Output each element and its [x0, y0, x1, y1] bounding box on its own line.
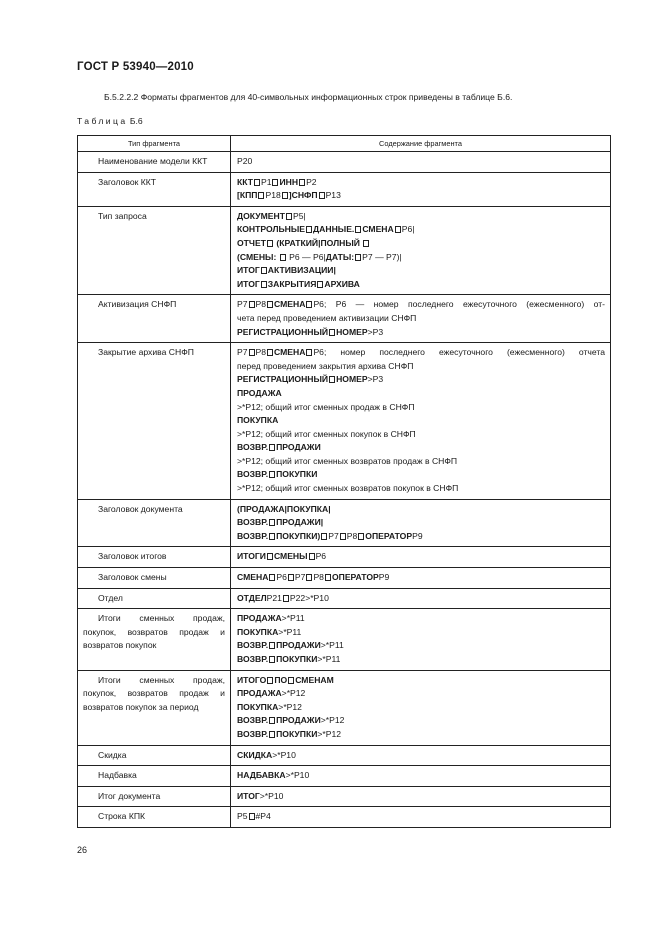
content-line: [237, 592, 605, 606]
fragment-type-cell: Заголовок смены: [78, 568, 231, 589]
space-box-icon: [269, 519, 275, 526]
content-segment: СМЕНА: [274, 347, 306, 358]
fragment-type-cell: Заголовок документа: [78, 499, 231, 547]
table-row: [78, 547, 611, 568]
table-row: [78, 568, 611, 589]
space-box-icon: [269, 731, 275, 738]
table-row: [78, 343, 611, 500]
content-segment: >*P10: [259, 790, 284, 801]
space-box-icon: [355, 254, 361, 261]
fragment-type-cell: Итог документа: [78, 786, 231, 807]
content-segment: (СМЕНЫ:: [237, 251, 279, 262]
space-box-icon: [325, 574, 331, 581]
content-segment: ИТОГ: [237, 790, 260, 801]
space-box-icon: [258, 192, 264, 199]
content-segment: ЗАКРЫТИЯ: [267, 278, 317, 289]
fragment-content-cell: [231, 609, 611, 670]
content-line: [237, 790, 605, 804]
content-line: [237, 312, 605, 326]
content-line: [237, 176, 605, 190]
content-segment: перед проведением закрытия архива СНФП: [237, 360, 414, 371]
space-box-icon: [288, 677, 294, 684]
content-segment: P8: [313, 572, 324, 583]
content-segment: >*P11: [278, 626, 302, 637]
content-segment: ОТДЕЛ: [237, 592, 267, 603]
content-segment: P5: [237, 811, 248, 822]
content-segment: >*P11: [281, 613, 305, 624]
space-box-icon: [306, 574, 312, 581]
content-segment: СМЕНЫ: [273, 551, 308, 562]
table-header-row: [78, 136, 611, 152]
content-line: [237, 387, 605, 401]
space-box-icon: [288, 574, 294, 581]
content-segment: [КПП: [237, 190, 258, 201]
content-line: [237, 550, 605, 564]
content-line: [237, 749, 605, 763]
content-segment: ИТОГ: [237, 265, 260, 276]
content-segment: ДАННЫЕ.: [313, 224, 355, 235]
table-row: [78, 766, 611, 787]
table-row: [78, 786, 611, 807]
content-line: [237, 360, 605, 374]
content-line: [237, 278, 605, 292]
content-segment: P8: [255, 347, 267, 358]
content-segment: ИТОГО: [237, 674, 267, 685]
fragment-type-cell: Итоги сменных продаж, покупок, возвратов продаж и возвратов покупок: [78, 609, 231, 670]
content-line: [237, 251, 605, 265]
fragment-content-cell: [231, 766, 611, 787]
content-line: [237, 530, 605, 544]
space-box-icon: [269, 656, 275, 663]
content-line: [237, 714, 605, 728]
content-segment: P6; P6 — номер последнего ежесуточного (ежесменного) от-: [313, 299, 605, 310]
content-segment: ПРОДАЖА: [237, 688, 282, 699]
content-line: [237, 428, 605, 442]
fragment-type-cell: Тип запроса: [78, 206, 231, 295]
content-segment: >P3: [367, 374, 384, 385]
fragment-type-cell: Наименование модели ККТ: [78, 152, 231, 173]
content-segment: ККТ: [237, 176, 253, 187]
content-segment: ПОКУПКА: [237, 701, 279, 712]
space-box-icon: [261, 267, 267, 274]
table-row: [78, 609, 611, 670]
content-segment: P6|: [401, 224, 415, 235]
space-box-icon: [269, 642, 275, 649]
space-box-icon: [309, 553, 315, 560]
table-row: [78, 499, 611, 547]
content-line: [237, 639, 605, 653]
space-box-icon: [363, 240, 369, 247]
content-line: [237, 155, 605, 169]
space-box-icon: [267, 553, 273, 560]
fragment-type-cell: Закрытие архива СНФП: [78, 343, 231, 500]
content-segment: РЕГИСТРАЦИОННЫЙ: [237, 374, 329, 385]
fragment-type-cell: Скидка: [78, 745, 231, 766]
content-segment: P2: [306, 176, 317, 187]
content-segment: P9: [412, 530, 423, 541]
space-box-icon: [329, 329, 335, 336]
content-segment: ОПЕРАТОР: [331, 572, 379, 583]
content-line: [237, 326, 605, 340]
content-segment: P7: [237, 299, 248, 310]
space-box-icon: [254, 179, 260, 186]
content-segment: P6: [315, 551, 327, 562]
content-line: [237, 264, 605, 278]
content-line: [237, 769, 605, 783]
fragment-content-cell: [231, 588, 611, 609]
fragment-content-cell: [231, 152, 611, 173]
space-box-icon: [282, 192, 288, 199]
space-box-icon: [329, 376, 335, 383]
content-segment: ПРОДАЖА: [237, 387, 282, 398]
content-segment: (КРАТКИЙ|ПОЛНЫЙ: [273, 237, 363, 248]
content-segment: >*P12: [278, 701, 302, 712]
content-segment: >*P12: [281, 688, 306, 699]
content-segment: ПОКУПКА: [237, 415, 279, 426]
content-segment: P8: [346, 530, 358, 541]
table-row: [78, 588, 611, 609]
space-box-icon: [249, 301, 255, 308]
content-segment: КОНТРОЛЬНЫЕ: [237, 224, 306, 235]
content-line: [237, 298, 605, 312]
content-segment: ОПЕРАТОР: [365, 530, 413, 541]
content-segment: СМЕНА: [274, 299, 306, 310]
table-row: [78, 152, 611, 173]
table-caption-number: Б.6: [129, 116, 143, 126]
fragment-content-cell: [231, 343, 611, 500]
space-box-icon: [319, 192, 325, 199]
fragment-content-cell: [231, 670, 611, 745]
fragment-formats-table: [77, 135, 611, 828]
content-line: [237, 612, 605, 626]
content-segment: ДАТЫ:: [325, 251, 355, 262]
document-header: ГОСТ Р 53940—2010: [77, 61, 194, 73]
content-line: [237, 401, 605, 415]
page-number: 26: [77, 845, 88, 855]
content-segment: ВОЗВР.: [237, 442, 269, 453]
content-segment: ПРОДАЖИ: [276, 640, 321, 651]
content-line: [237, 414, 605, 428]
content-segment: >*P11: [317, 654, 341, 664]
content-segment: (ПРОДАЖА|ПОКУПКА|: [237, 503, 331, 514]
content-segment: P7: [328, 530, 339, 541]
content-segment: ПОКУПКА: [237, 626, 279, 637]
content-segment: ИНН: [279, 176, 299, 187]
content-line: [237, 728, 605, 742]
content-segment: >*P12: [320, 715, 345, 726]
content-segment: >P3: [367, 326, 384, 337]
intro-paragraph: Б.5.2.2.2 Форматы фрагментов для 40-символьных информационных строк приведены в таблице Б.6.: [104, 92, 513, 102]
space-box-icon: [267, 677, 273, 684]
space-box-icon: [395, 226, 401, 233]
content-line: [237, 223, 605, 237]
content-segment: ВОЗВР.: [237, 640, 269, 651]
space-box-icon: [272, 179, 278, 186]
content-line: [237, 810, 605, 824]
fragment-content-cell: [231, 295, 611, 343]
space-box-icon: [267, 301, 273, 308]
content-segment: P22>*P10: [289, 592, 329, 603]
content-segment: АКТИВИЗАЦИИ|: [267, 265, 336, 276]
space-box-icon: [269, 444, 275, 451]
content-segment: ДОКУМЕНТ: [237, 210, 285, 221]
content-segment: P5|: [292, 210, 306, 221]
content-segment: НАДБАВКА: [237, 770, 286, 781]
content-segment: P9: [378, 572, 390, 583]
space-box-icon: [299, 179, 305, 186]
content-segment: АРХИВА: [324, 278, 360, 289]
table-body: [78, 152, 611, 828]
content-segment: P18: [265, 190, 281, 201]
content-segment: #P4: [255, 811, 271, 822]
content-segment: ВОЗВР.: [237, 469, 269, 480]
content-segment: P7 — P7)|: [362, 251, 402, 262]
fragment-content-cell: [231, 499, 611, 547]
content-segment: чета перед проведением активизации СНФП: [237, 312, 417, 323]
content-segment: ПРОДАЖА: [237, 613, 282, 624]
table-row: [78, 172, 611, 206]
content-segment: >*P10: [272, 749, 296, 760]
space-box-icon: [269, 717, 275, 724]
fragment-content-cell: [231, 547, 611, 568]
content-segment: ПОКУПКИ: [276, 728, 318, 739]
content-segment: СМЕНАМ: [295, 674, 334, 685]
space-box-icon: [317, 281, 323, 288]
content-line: [237, 441, 605, 455]
fragment-content-cell: [231, 206, 611, 295]
content-segment: P8: [255, 299, 267, 310]
table-caption: [77, 116, 143, 126]
content-segment: P7: [237, 347, 248, 358]
fragment-content-cell: [231, 807, 611, 828]
space-box-icon: [249, 813, 255, 820]
fragment-type-cell: Итоги сменных продаж, покупок, возвратов продаж и возвратов покупок за период: [78, 670, 231, 745]
content-line: [237, 482, 605, 496]
content-line: [237, 503, 605, 517]
content-line: [237, 210, 605, 224]
space-box-icon: [321, 533, 327, 540]
space-box-icon: [358, 533, 364, 540]
content-line: [237, 516, 605, 530]
space-box-icon: [286, 213, 292, 220]
content-segment: ВОЗВР.: [237, 530, 269, 541]
fragment-content-cell: [231, 172, 611, 206]
content-segment: СКИДКА: [237, 749, 273, 760]
content-line: [237, 237, 605, 251]
content-line: [237, 626, 605, 640]
table-row: [78, 206, 611, 295]
fragment-type-cell: Строка КПК: [78, 807, 231, 828]
content-segment: P21: [266, 592, 282, 603]
content-segment: ПРОДАЖИ: [276, 442, 321, 453]
content-line: [237, 701, 605, 715]
space-box-icon: [269, 574, 275, 581]
content-segment: ПОКУПКИ: [276, 469, 318, 480]
space-box-icon: [249, 349, 255, 356]
space-box-icon: [261, 281, 267, 288]
space-box-icon: [340, 533, 346, 540]
content-segment: P20: [237, 156, 253, 166]
content-segment: P6 — P6|: [286, 251, 326, 262]
content-segment: >*P10: [285, 770, 310, 781]
content-segment: ПРОДАЖИ: [276, 715, 321, 726]
content-segment: P6: [276, 572, 287, 583]
space-box-icon: [269, 471, 275, 478]
space-box-icon: [280, 254, 286, 261]
fragment-type-cell: Заголовок ККТ: [78, 172, 231, 206]
content-segment: ВОЗВР.: [237, 517, 269, 528]
content-segment: ПО: [274, 674, 288, 685]
table-row: [78, 745, 611, 766]
content-segment: ОТЧЕТ: [237, 237, 266, 248]
content-segment: >*P12; общий итог сменных покупок в СНФП: [237, 428, 416, 439]
content-line: [237, 189, 605, 203]
content-segment: P13: [325, 190, 341, 201]
content-segment: ]СНФП: [288, 190, 318, 201]
space-box-icon: [269, 533, 275, 540]
content-line: [237, 373, 605, 387]
content-segment: ПОКУПКИ): [276, 530, 321, 541]
content-segment: РЕГИСТРАЦИОННЫЙ: [237, 326, 329, 337]
content-segment: >*P12; общий итог сменных возвратов продаж в СНФП: [237, 455, 458, 466]
content-segment: ВОЗВР.: [237, 654, 269, 664]
space-box-icon: [355, 226, 361, 233]
fragment-content-cell: [231, 568, 611, 589]
content-line: [237, 455, 605, 469]
fragment-content-cell: [231, 786, 611, 807]
table-caption-word: Таблица: [77, 116, 128, 126]
content-segment: ИТОГИ: [237, 551, 266, 562]
column-header-content: Содержание фрагмента: [231, 136, 611, 152]
space-box-icon: [283, 595, 289, 602]
content-segment: НОМЕР: [336, 374, 368, 385]
table-row: [78, 807, 611, 828]
table-row: [78, 670, 611, 745]
content-segment: >*P12: [317, 728, 342, 739]
fragment-content-cell: [231, 745, 611, 766]
content-segment: СМЕНА: [362, 224, 394, 235]
space-box-icon: [267, 240, 273, 247]
content-segment: P7: [294, 572, 306, 583]
content-segment: P6; номер последнего ежесуточного (ежесменного) отчета: [313, 347, 605, 358]
content-segment: >*P12; общий итог сменных продаж в СНФП: [237, 401, 415, 412]
fragment-type-cell: Надбавка: [78, 766, 231, 787]
fragment-type-cell: Активизация СНФП: [78, 295, 231, 343]
content-segment: ВОЗВР.: [237, 728, 269, 739]
content-line: [237, 687, 605, 701]
content-segment: ПОКУПКИ: [276, 654, 318, 664]
space-box-icon: [306, 301, 312, 308]
content-segment: ПРОДАЖИ|: [276, 517, 324, 528]
content-segment: ИТОГ: [237, 278, 260, 289]
content-segment: >*P11: [320, 640, 344, 651]
space-box-icon: [306, 226, 312, 233]
content-segment: НОМЕР: [336, 326, 368, 337]
content-line: [237, 571, 605, 585]
content-segment: ВОЗВР.: [237, 715, 269, 726]
content-line: [237, 674, 605, 688]
content-line: [237, 653, 605, 667]
column-header-type: Тип фрагмента: [78, 136, 231, 152]
content-segment: P1: [260, 176, 272, 187]
table-row: [78, 295, 611, 343]
content-segment: >*P12; общий итог сменных возвратов покупок в СНФП: [237, 483, 459, 494]
space-box-icon: [267, 349, 273, 356]
fragment-type-cell: Заголовок итогов: [78, 547, 231, 568]
fragment-type-cell: Отдел: [78, 588, 231, 609]
content-line: [237, 346, 605, 360]
content-segment: СМЕНА: [237, 572, 269, 583]
content-line: [237, 468, 605, 482]
space-box-icon: [306, 349, 312, 356]
